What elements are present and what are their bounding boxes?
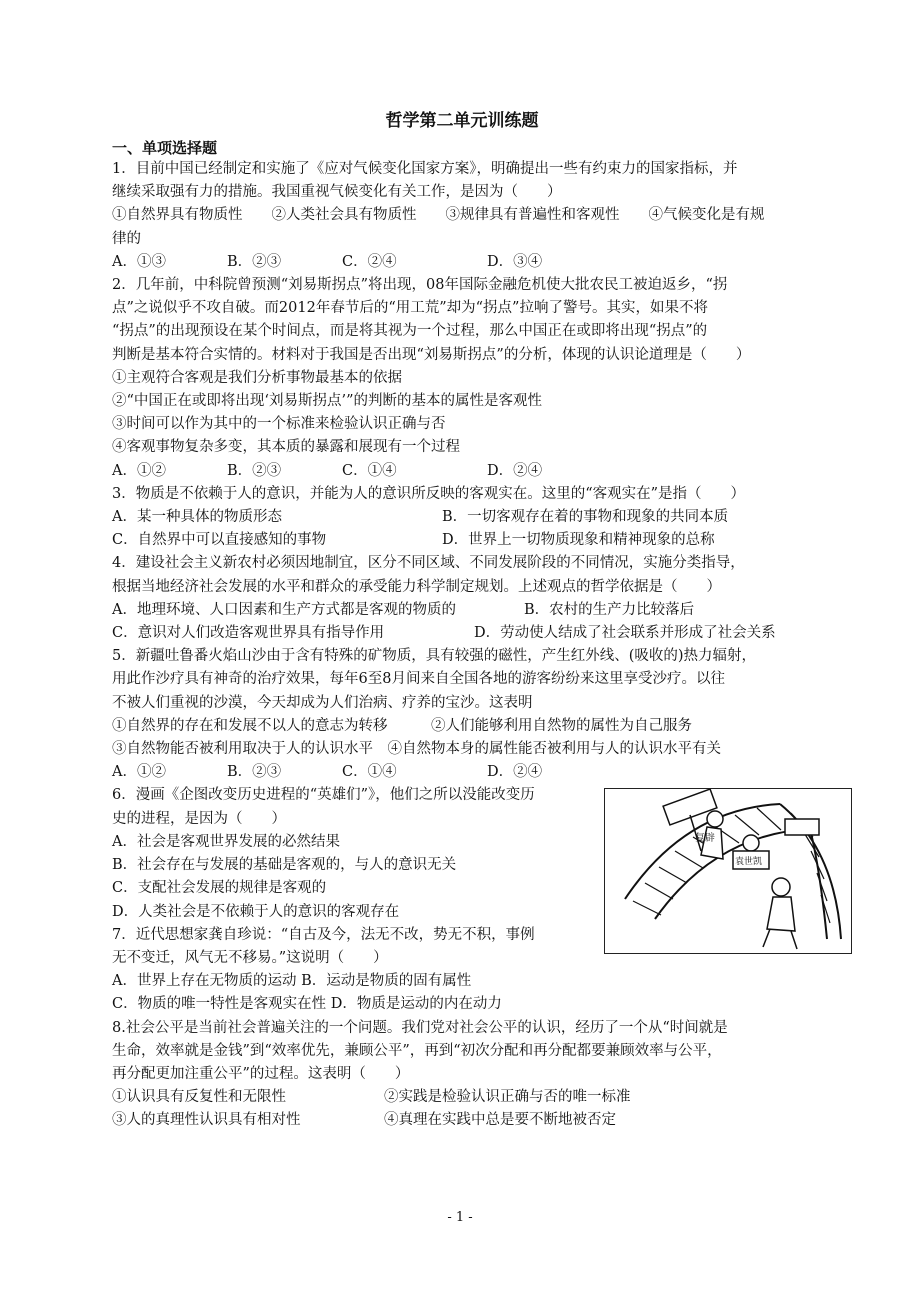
q3-option-a: A．某一种具体的物质形态 bbox=[112, 509, 282, 526]
q8-options-row-1 bbox=[112, 1086, 812, 1109]
q7-options-row-1: A．世界上存在无物质的运动 B．运动是物质的固有属性 bbox=[112, 973, 472, 990]
q5-option-c: C．①④ bbox=[342, 764, 397, 781]
q2-line-2: 点”之说似乎不攻自破。而2012年春节后的“用工荒”却为“拐点”拉响了警号。其实，如果不将 bbox=[112, 300, 708, 317]
q3-option-b: B．一切客观存在着的事物和现象的共同本质 bbox=[442, 509, 729, 526]
q8-line-2: 生命，效率就是金钱”到“效率优先，兼顾公平”，再到“初次分配和再分配都要兼顾效率与公平， bbox=[112, 1042, 722, 1059]
q3-line-1: 3．物质是不依赖于人的意识，并能为人的意识所反映的客观实在。这里的“客观实在”是指（ ） bbox=[112, 485, 746, 502]
q4-option-b: B．农村的生产力比较落后 bbox=[524, 601, 695, 618]
q5-option-d: D．②④ bbox=[487, 764, 543, 781]
q5-line-2: 用此作沙疗具有神奇的治疗效果，每年6至8月间来自全国各地的游客纷纷来这里享受沙疗。以往 bbox=[112, 671, 725, 688]
q4-option-c: C．意识对人们改造客观世界具有指导作用 bbox=[112, 625, 385, 642]
q8-option-3: ③人的真理性认识具有相对性 bbox=[112, 1112, 301, 1129]
q3-option-c: C．自然界中可以直接感知的事物 bbox=[112, 532, 327, 549]
section-heading: 一、单项选择题 bbox=[112, 139, 218, 157]
q2-statement-1: ①主观符合客观是我们分析事物最基本的依据 bbox=[112, 369, 402, 386]
q4-options-row-2 bbox=[112, 622, 812, 645]
q3-options-row-1 bbox=[112, 506, 812, 529]
q6-option-c: C．支配社会发展的规律是客观的 bbox=[112, 880, 327, 897]
q3-option-d: D．世界上一切物质现象和精神现象的总称 bbox=[442, 532, 715, 549]
q5-statement-1-2: ①自然界的存在和发展不以人的意志为转移 ②人们能够利用自然物的属性为自己服务 bbox=[112, 717, 692, 734]
q1-options bbox=[112, 251, 812, 274]
cartoon-drawing bbox=[605, 789, 851, 953]
cartoon-image bbox=[604, 788, 852, 954]
q2-statement-4: ④客观事物复杂多变，其本质的暴露和展现有一个过程 bbox=[112, 439, 460, 456]
q8-option-2: ②实践是检验认识正确与否的唯一标准 bbox=[384, 1089, 631, 1106]
q4-line-1: 4．建设社会主义新农村必须因地制宜，区分不同区域、不同发展阶段的不同情况，实施分类指导， bbox=[112, 555, 745, 572]
q2-line-1: 2．几年前，中科院曾预测“刘易斯拐点”将出现，08年国际金融危机使大批农民工被迫返乡，“拐 bbox=[112, 277, 728, 294]
q6-option-d: D．人类社会是不依赖于人的意识的客观存在 bbox=[112, 903, 400, 920]
q2-line-3: “拐点”的出现预设在某个时间点，而是将其视为一个过程，那么中国正在或即将出现“拐点”的 bbox=[112, 323, 708, 340]
q1-option-a: A．①③ bbox=[112, 253, 166, 270]
q6-option-a: A．社会是客观世界发展的必然结果 bbox=[112, 833, 340, 850]
q1-line-1: 1．目前中国已经制定和实施了《应对气候变化国家方案》，明确提出一些有约束力的国家指标，并 bbox=[112, 161, 738, 177]
q2-option-d: D．②④ bbox=[487, 462, 543, 479]
q1-line-2: 继续采取强有力的措施。我国重视气候变化有关工作，是因为（ ） bbox=[112, 184, 562, 201]
q1-option-d: D．③④ bbox=[487, 253, 543, 270]
q7-line-2: 无不变迁，风气无不移易。”这说明（ ） bbox=[112, 949, 388, 966]
q7-options-row-2: C．物质的唯一特性是客观实在性 D．物质是运动的内在动力 bbox=[112, 996, 502, 1013]
page-number: - 1 - bbox=[447, 1210, 473, 1225]
q2-option-b: B．②③ bbox=[227, 462, 282, 479]
q2-option-a: A．①② bbox=[112, 462, 166, 479]
document-page bbox=[112, 106, 812, 1133]
cartoon-label-1: 复辟 bbox=[695, 833, 715, 845]
q4-option-d: D．劳动使人结成了社会联系并形成了社会关系 bbox=[474, 625, 776, 642]
q3-options-row-2 bbox=[112, 529, 812, 552]
q8-line-3: 再分配更加注重公平”的过程。这表明（ ） bbox=[112, 1065, 410, 1082]
q5-option-b: B．②③ bbox=[227, 764, 282, 781]
q1-option-c: C．②④ bbox=[342, 253, 397, 270]
q8-option-1: ①认识具有反复性和无限性 bbox=[112, 1089, 286, 1106]
cartoon-label-2: 袁世凯 bbox=[735, 857, 763, 868]
q5-statement-3-4: ③自然物能否被利用取决于人的认识水平 ④自然物本身的属性能否被利用与人的认识水平有关 bbox=[112, 741, 721, 758]
q8-option-4: ④真理在实践中总是要不断地被否定 bbox=[384, 1112, 616, 1129]
q5-line-1: 5．新疆吐鲁番火焰山沙由于含有特殊的矿物质，具有较强的磁性，产生红外线、(吸收的)热力辐射， bbox=[112, 648, 757, 665]
q6-line-1: 6．漫画《企图改变历史进程的“英雄们”》，他们之所以没能改变历 bbox=[112, 787, 535, 804]
q6-line-2: 史的进程，是因为（ ） bbox=[112, 810, 286, 827]
q6-option-b: B．社会存在与发展的基础是客观的，与人的意识无关 bbox=[112, 857, 457, 874]
q4-line-2: 根据当地经济社会发展的水平和群众的承受能力科学制定规划。上述观点的哲学依据是（ ） bbox=[112, 578, 721, 595]
q1-line-3: ①自然界具有物质性 ②人类社会具有物质性 ③规律具有普遍性和客观性 ④气候变化是有规 bbox=[112, 207, 765, 224]
q2-line-4: 判断是基本符合实情的。材料对于我国是否出现“刘易斯拐点”的分析，体现的认识论道理是（ ） bbox=[112, 346, 751, 363]
q1-line-4: 律的 bbox=[112, 230, 141, 247]
q2-option-c: C．①④ bbox=[342, 462, 397, 479]
q4-option-a: A．地理环境、人口因素和生产方式都是客观的物质的 bbox=[112, 601, 456, 618]
q6-q7-block bbox=[112, 784, 812, 946]
q8-line-1: 8.社会公平是当前社会普遍关注的一个问题。我们党对社会公平的认识，经历了一个从“时间就是 bbox=[112, 1019, 728, 1036]
q1-option-b: B．②③ bbox=[227, 253, 282, 270]
q5-option-a: A．①② bbox=[112, 764, 166, 781]
q2-statement-3: ③时间可以作为其中的一个标准来检验认识正确与否 bbox=[112, 416, 446, 433]
q5-line-3: 不被人们重视的沙漠，今天却成为人们治病、疗养的宝沙。这表明 bbox=[112, 694, 533, 711]
q2-statement-2: ②“中国正在或即将出现‘刘易斯拐点’”的判断的基本的属性是客观性 bbox=[112, 393, 543, 410]
document-title: 哲学第二单元训练题 bbox=[385, 111, 539, 131]
q4-options-row-1 bbox=[112, 599, 812, 622]
q5-options bbox=[112, 761, 812, 784]
q8-options-row-2 bbox=[112, 1109, 812, 1132]
q7-line-1: 7．近代思想家龚自珍说：“自古及今，法无不改，势无不积，事例 bbox=[112, 926, 535, 943]
q2-options bbox=[112, 460, 812, 483]
